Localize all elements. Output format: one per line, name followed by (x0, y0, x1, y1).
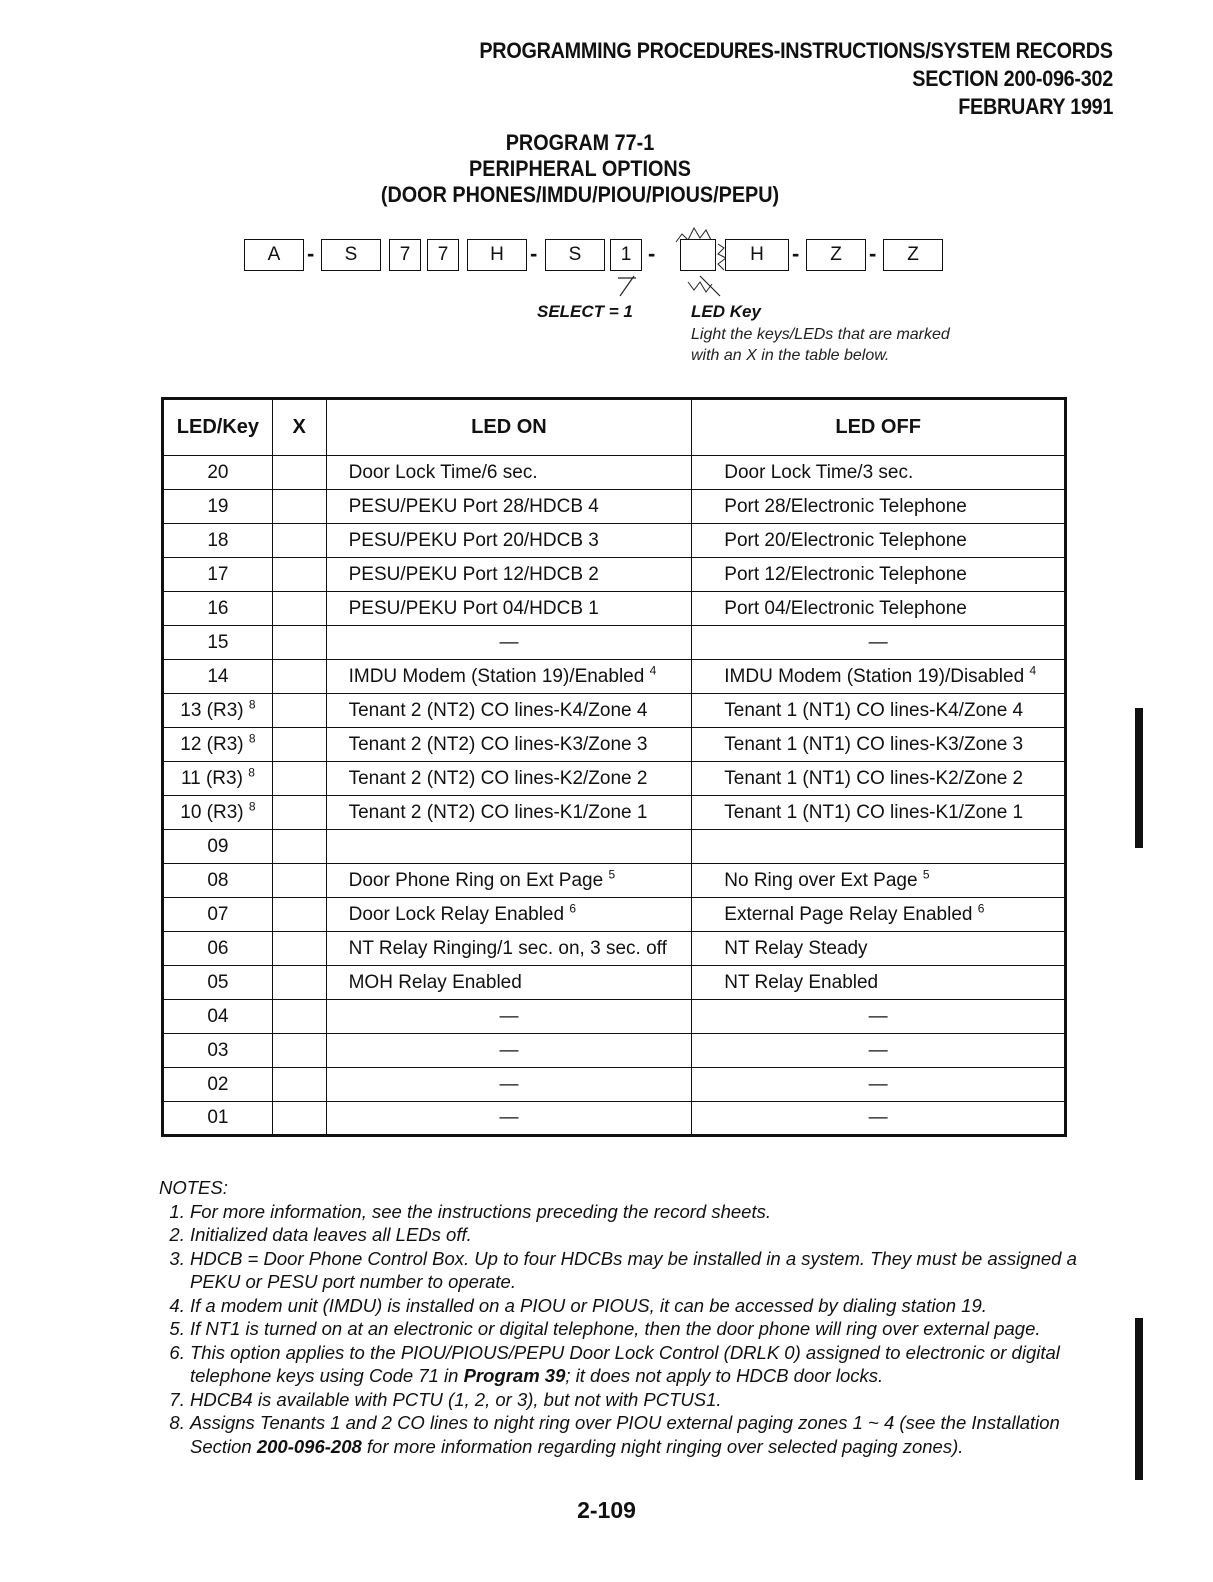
table-row (163, 932, 1066, 966)
led-on-cell (326, 1068, 692, 1102)
led-number-cell-text: 01 (207, 1107, 229, 1128)
led-number-cell-text: 15 (207, 631, 229, 653)
led-number-cell-footnote-ref: 8 (248, 731, 256, 746)
led-off-cell-text: — (868, 1005, 888, 1027)
notes-title: NOTES: (159, 1177, 228, 1198)
led-number-cell (163, 456, 273, 490)
pointer-lines (600, 270, 740, 300)
note-3 (190, 1247, 1119, 1294)
led-number-cell-text: 03 (207, 1039, 229, 1061)
led-number-cell-text: 14 (207, 665, 229, 687)
x-mark-cell[interactable] (272, 796, 326, 830)
col-header-x: X (272, 399, 326, 456)
table-row (163, 762, 1066, 796)
led-off-cell (692, 932, 1066, 966)
led-off-cell-text: Port 12/Electronic Telephone (724, 563, 967, 585)
led-off-cell-text: — (868, 1073, 888, 1095)
x-mark-cell[interactable] (272, 932, 326, 966)
led-off-cell-text: No Ring over Ext Page (724, 869, 918, 891)
led-off-cell (692, 558, 1066, 592)
led-on-cell (326, 898, 692, 932)
led-number-cell-text: 18 (207, 529, 229, 551)
led-number-cell (163, 490, 273, 524)
led-off-cell-text: Port 28/Electronic Telephone (724, 495, 967, 517)
led-off-cell (692, 830, 1066, 864)
table-row (163, 456, 1066, 490)
led-on-cell (326, 1034, 692, 1068)
led-off-cell (692, 626, 1066, 660)
led-on-cell (326, 728, 692, 762)
led-on-cell-footnote-ref: 4 (649, 663, 657, 678)
table-row (163, 660, 1066, 694)
note-2-text: Initialized data leaves all LEDs off. (190, 1224, 472, 1245)
select-label: SELECT = 1 (537, 302, 633, 321)
note-4-text: If a modem unit (IMDU) is installed on a PIOU or PIOUS, it can be accessed by dialing station 19. (190, 1294, 987, 1316)
led-off-cell-footnote-ref: 5 (922, 867, 930, 882)
x-mark-cell[interactable] (272, 1068, 326, 1102)
led-on-cell-text: Tenant 2 (NT2) CO lines-K4/Zone 4 (348, 699, 648, 721)
led-on-cell (326, 932, 692, 966)
led-on-cell (326, 490, 692, 524)
led-number-cell (163, 966, 273, 1000)
key-dash: - (792, 241, 800, 266)
note-1 (190, 1200, 1119, 1224)
note-8-text-a: Assigns Tenants 1 and 2 CO lines to night ring over PIOU external paging zones 1 ~ 4 (see the Installation Section (190, 1412, 1060, 1457)
table-row (163, 728, 1066, 762)
led-off-cell-text: — (868, 631, 888, 653)
led-on-cell-text: MOH Relay Enabled (348, 971, 522, 993)
led-number-cell-text: 04 (207, 1005, 229, 1027)
table-row (163, 830, 1066, 864)
led-on-cell-text: — (499, 631, 519, 653)
led-number-cell-text: 05 (207, 971, 229, 993)
led-key-desc-2: with an X in the table below. (691, 347, 890, 364)
led-number-cell (163, 660, 273, 694)
led-number-cell-text: 13 (R3) (180, 699, 244, 721)
led-off-cell-text: IMDU Modem (Station 19)/Disabled (724, 665, 1025, 687)
led-on-cell (326, 864, 692, 898)
led-number-cell (163, 1034, 273, 1068)
note-6-text-c: ; it does not apply to HDCB door locks. (565, 1365, 884, 1386)
x-mark-cell[interactable] (272, 524, 326, 558)
note-7 (190, 1388, 1119, 1412)
table-row (163, 1034, 1066, 1068)
note-8-section-ref: 200-096-208 (256, 1435, 362, 1457)
options-table (161, 397, 1067, 1137)
led-on-cell (326, 558, 692, 592)
x-mark-cell[interactable] (272, 898, 326, 932)
led-off-cell (692, 898, 1066, 932)
key-s: S (545, 239, 605, 271)
led-number-cell (163, 1000, 273, 1034)
header-section: SECTION 200-096-302 (912, 66, 1113, 91)
key-s: S (321, 239, 381, 271)
led-on-cell (326, 660, 692, 694)
led-off-cell-text: Tenant 1 (NT1) CO lines-K2/Zone 2 (724, 767, 1024, 789)
notes (159, 1176, 1119, 1458)
key-z: Z (806, 239, 866, 271)
led-off-cell-footnote-ref: 4 (1029, 663, 1037, 678)
led-off-cell (692, 864, 1066, 898)
x-mark-cell[interactable] (272, 592, 326, 626)
led-number-cell-text: 11 (R3) (180, 767, 243, 789)
led-number-cell-footnote-ref: 8 (248, 765, 255, 780)
table-row (163, 694, 1066, 728)
led-on-cell (326, 592, 692, 626)
x-mark-cell[interactable] (272, 490, 326, 524)
led-on-cell (326, 456, 692, 490)
led-off-cell (692, 660, 1066, 694)
x-mark-cell[interactable] (272, 762, 326, 796)
led-number-cell (163, 1102, 273, 1136)
led-off-cell (692, 796, 1066, 830)
led-number-cell (163, 626, 273, 660)
note-6 (190, 1341, 1119, 1388)
col-header-led-key: LED/Key (163, 399, 273, 456)
led-off-cell (692, 762, 1066, 796)
table-row (163, 1000, 1066, 1034)
led-on-cell-text: IMDU Modem (Station 19)/Enabled (348, 665, 645, 687)
led-on-cell-text: — (499, 1073, 519, 1095)
led-on-cell (326, 762, 692, 796)
table-row (163, 796, 1066, 830)
led-on-cell (326, 830, 692, 864)
led-off-cell-text: Door Lock Time/3 sec. (724, 461, 914, 483)
led-number-cell (163, 830, 273, 864)
led-off-cell (692, 1102, 1066, 1136)
led-on-cell-text: Tenant 2 (NT2) CO lines-K2/Zone 2 (348, 767, 648, 789)
key-dash: - (307, 241, 315, 266)
key-7: 7 (389, 239, 421, 271)
options-table-body (163, 456, 1066, 1136)
key-dash: - (530, 241, 538, 266)
key-h: H (467, 239, 527, 271)
key-7: 7 (427, 239, 459, 271)
led-off-cell (692, 1068, 1066, 1102)
led-off-cell (692, 490, 1066, 524)
led-number-cell (163, 592, 273, 626)
key-1: 1 (610, 239, 642, 271)
table-header-row (163, 399, 1066, 456)
key-dash: - (648, 241, 656, 266)
table-row (163, 592, 1066, 626)
led-on-cell-text: Tenant 2 (NT2) CO lines-K3/Zone 3 (348, 733, 648, 755)
led-number-cell (163, 728, 273, 762)
led-off-cell-text: Port 04/Electronic Telephone (724, 597, 967, 619)
program-number: PROGRAM 77-1 (505, 130, 655, 155)
change-bar-top (1135, 708, 1143, 848)
table-row (163, 626, 1066, 660)
led-off-cell-text: Tenant 1 (NT1) CO lines-K4/Zone 4 (724, 699, 1024, 721)
x-mark-cell[interactable] (272, 456, 326, 490)
led-off-cell-text: Tenant 1 (NT1) CO lines-K3/Zone 3 (724, 733, 1024, 755)
led-number-cell (163, 694, 273, 728)
key-dash: - (869, 241, 877, 266)
led-number-cell-text: 16 (207, 597, 229, 619)
x-mark-cell[interactable] (272, 728, 326, 762)
led-off-cell (692, 524, 1066, 558)
table-row (163, 864, 1066, 898)
note-3-text: HDCB = Door Phone Control Box. Up to four HDCBs may be installed in a system. They must be assigned a PEKU or PESU port number to operate. (190, 1247, 1077, 1292)
led-key-label: LED Key (691, 302, 761, 321)
led-on-cell-text: PESU/PEKU Port 04/HDCB 1 (348, 597, 599, 619)
note-8-text-c: for more information regarding night ringing over selected paging zones). (361, 1435, 964, 1457)
led-number-cell-text: 12 (R3) (180, 733, 244, 755)
led-number-cell-text: 19 (207, 495, 229, 517)
note-5 (190, 1317, 1119, 1341)
x-mark-cell[interactable] (272, 966, 326, 1000)
led-number-cell (163, 762, 273, 796)
led-on-cell (326, 966, 692, 1000)
led-on-cell-text: PESU/PEKU Port 20/HDCB 3 (348, 529, 599, 551)
led-on-cell (326, 1000, 692, 1034)
led-on-cell-text: — (499, 1005, 519, 1027)
led-number-cell-text: 08 (207, 869, 229, 891)
led-on-cell (326, 1102, 692, 1136)
table-row (163, 1102, 1066, 1136)
led-off-cell (692, 694, 1066, 728)
led-on-cell-text: — (499, 1107, 519, 1128)
led-on-cell-text: NT Relay Ringing/1 sec. on, 3 sec. off (348, 937, 667, 959)
led-off-cell-text: Tenant 1 (NT1) CO lines-K1/Zone 1 (724, 801, 1024, 823)
led-on-cell-text: Door Lock Relay Enabled (348, 903, 565, 925)
key-z: Z (883, 239, 943, 271)
col-header-led-off: LED OFF (692, 399, 1066, 456)
led-off-cell (692, 1000, 1066, 1034)
led-number-cell-text: 20 (207, 461, 229, 483)
x-mark-cell[interactable] (272, 660, 326, 694)
led-on-cell-text: Tenant 2 (NT2) CO lines-K1/Zone 1 (348, 801, 648, 823)
led-number-cell-text: 07 (207, 903, 229, 925)
note-6-program-ref: Program 39 (463, 1365, 566, 1386)
led-off-cell-footnote-ref: 6 (977, 901, 985, 916)
table-row (163, 1068, 1066, 1102)
led-on-cell-text: — (499, 1039, 519, 1061)
note-5-text: If NT1 is turned on at an electronic or digital telephone, then the door phone will ring over external page. (190, 1318, 1041, 1339)
note-1-text: For more information, see the instructions preceding the record sheets. (190, 1200, 771, 1222)
led-number-cell (163, 1068, 273, 1102)
led-off-cell-text: — (868, 1107, 888, 1128)
led-off-cell-text: — (868, 1039, 888, 1061)
led-on-cell-text: PESU/PEKU Port 28/HDCB 4 (348, 495, 599, 517)
led-on-cell-footnote-ref: 6 (569, 901, 577, 916)
table-row (163, 966, 1066, 1000)
note-2 (190, 1223, 1119, 1247)
change-bar-bottom (1135, 1318, 1143, 1480)
led-off-cell (692, 1034, 1066, 1068)
header-line-1: PROGRAMMING PROCEDURES-INSTRUCTIONS/SYSTEM RECORDS (479, 38, 1113, 63)
header-date: FEBRUARY 1991 (958, 94, 1113, 119)
x-mark-cell[interactable] (272, 1102, 326, 1136)
key-a: A (244, 239, 304, 271)
led-on-cell-text: Door Phone Ring on Ext Page (348, 869, 604, 891)
led-number-cell-text: 02 (207, 1073, 229, 1095)
x-mark-cell[interactable] (272, 1000, 326, 1034)
table-row (163, 558, 1066, 592)
led-number-cell-text: 09 (207, 835, 229, 857)
x-mark-cell[interactable] (272, 1034, 326, 1068)
led-on-cell (326, 796, 692, 830)
led-on-cell (326, 626, 692, 660)
program-name: PERIPHERAL OPTIONS (469, 156, 691, 181)
led-on-cell-text: PESU/PEKU Port 12/HDCB 2 (348, 563, 599, 585)
led-number-cell-text: 17 (207, 563, 229, 585)
table-row (163, 524, 1066, 558)
led-number-cell (163, 898, 273, 932)
page-number: 2-109 (577, 1497, 636, 1523)
led-off-cell-text: External Page Relay Enabled (724, 903, 973, 925)
key-h: H (725, 239, 789, 271)
led-number-cell (163, 932, 273, 966)
note-7-text: HDCB4 is available with PCTU (1, 2, or 3), but not with PCTUS1. (190, 1388, 722, 1410)
x-mark-cell[interactable] (272, 830, 326, 864)
led-on-cell-footnote-ref: 5 (608, 867, 616, 882)
led-number-cell-footnote-ref: 8 (248, 799, 256, 814)
program-subtitle: (DOOR PHONES/IMDU/PIOU/PIOUS/PEPU) (380, 182, 780, 207)
led-number-cell (163, 796, 273, 830)
led-on-cell (326, 524, 692, 558)
led-on-cell (326, 694, 692, 728)
led-on-cell-text: Door Lock Time/6 sec. (348, 461, 538, 483)
note-4 (190, 1294, 1119, 1318)
note-8 (190, 1411, 1119, 1458)
note-6-text-a: This option applies to the PIOU/PIOUS/PEPU Door Lock Control (DRLK 0) assigned to electronic or digital telephone keys using Code 71 in (190, 1341, 1060, 1386)
x-mark-cell[interactable] (272, 626, 326, 660)
led-number-cell-text: 10 (R3) (180, 801, 244, 823)
led-off-cell-text: Port 20/Electronic Telephone (724, 529, 967, 551)
led-number-cell (163, 558, 273, 592)
led-off-cell (692, 728, 1066, 762)
led-key-desc-1: Light the keys/LEDs that are marked (691, 326, 950, 343)
led-number-cell-text: 06 (207, 937, 229, 959)
led-number-cell-footnote-ref: 8 (248, 697, 256, 712)
x-mark-cell[interactable] (272, 694, 326, 728)
led-off-cell (692, 456, 1066, 490)
led-key-box (680, 239, 716, 271)
table-row (163, 490, 1066, 524)
led-off-cell-text: NT Relay Steady (724, 937, 868, 959)
col-header-led-on: LED ON (326, 399, 692, 456)
led-off-cell (692, 966, 1066, 1000)
led-off-cell (692, 592, 1066, 626)
x-mark-cell[interactable] (272, 864, 326, 898)
led-number-cell (163, 524, 273, 558)
led-off-cell-text: NT Relay Enabled (724, 971, 879, 993)
x-mark-cell[interactable] (272, 558, 326, 592)
table-row (163, 898, 1066, 932)
led-number-cell (163, 864, 273, 898)
